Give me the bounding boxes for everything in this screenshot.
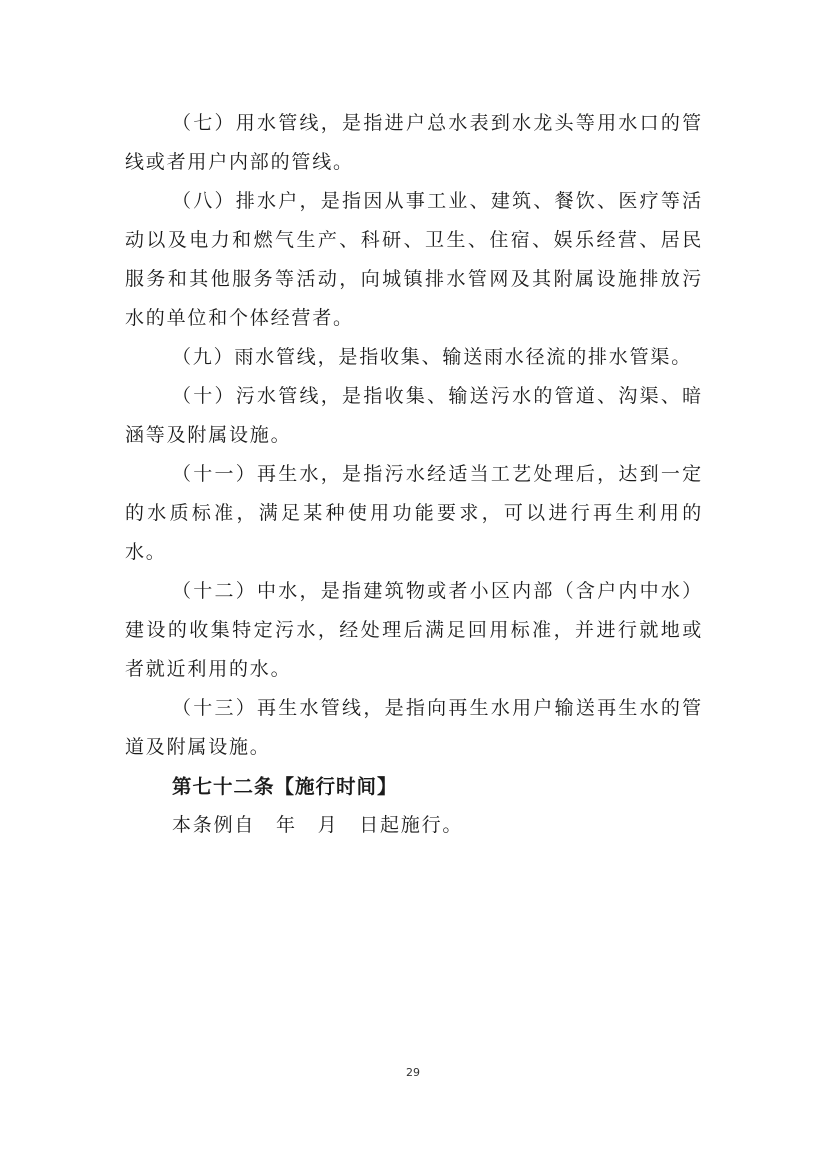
definition-paragraph-9: （九）雨水管线，是指收集、输送雨水径流的排水管渠。: [172, 346, 693, 368]
definition-paragraph-8: （八）排水户，是指因从事工业、建筑、餐饮、医疗等活动以及电力和燃气生产、科研、卫生、住宿、娱乐经营、居民服务和其他服务等活动，向城镇排水管网及其附属设施排放污水的单位和个体经营者。: [125, 190, 703, 329]
definition-paragraph-12: （十二）中水，是指建筑物或者小区内部（含户内中水）建设的收集特定污水，经处理后满足回用标准，并进行就地或者就近利用的水。: [125, 580, 703, 680]
page-number: 29: [406, 1066, 420, 1079]
article-heading: 第七十二条【施行时间】: [172, 775, 398, 798]
definition-paragraph-11: （十一）再生水，是指污水经适当工艺处理后，达到一定的水质标准，满足某种使用功能要求，可以进行再生利用的水。: [125, 463, 703, 563]
definition-paragraph-7: （七）用水管线，是指进户总水表到水龙头等用水口的管线或者用户内部的管线。: [125, 112, 703, 173]
document-body: [125, 104, 703, 845]
definition-paragraph-13: （十三）再生水管线，是指向再生水用户输送再生水的管道及附属设施。: [125, 697, 703, 758]
definition-paragraph-10: （十）污水管线，是指收集、输送污水的管道、沟渠、暗涵等及附属设施。: [125, 385, 703, 446]
effective-date-text: 本条例自 年 月 日起施行。: [172, 814, 464, 836]
